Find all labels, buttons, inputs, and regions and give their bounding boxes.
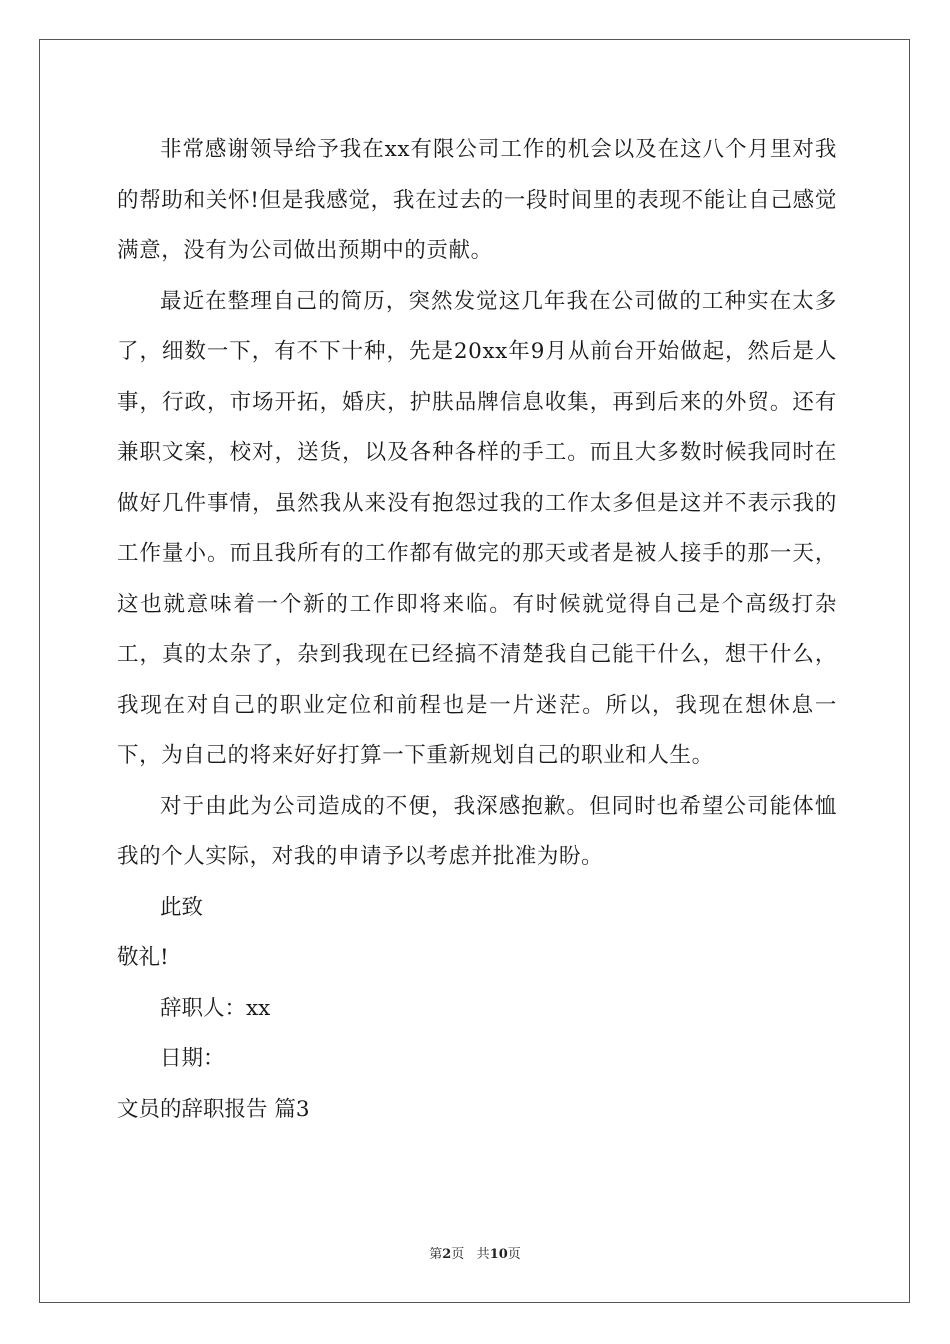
next-section-title: 文员的辞职报告 篇3 bbox=[117, 1096, 310, 1122]
paragraph-1: 非常感谢领导给予我在xx有限公司工作的机会以及在这八个月里对我的帮助和关怀!但是我感觉，我在过去的一段时间里的表现不能让自己感觉满意，没有为公司做出预期中的贡献。 bbox=[117, 137, 837, 263]
page-current: 2 bbox=[442, 1247, 452, 1262]
page-footer bbox=[0, 1245, 950, 1265]
paragraph-3: 对于由此为公司造成的不便，我深感抱歉。但同时也希望公司能体恤我的个人实际，对我的申请予以考虑并批准为盼。 bbox=[117, 793, 837, 869]
total-pages: 10 bbox=[489, 1247, 508, 1262]
date-label: 日期： bbox=[160, 1046, 225, 1071]
document-body bbox=[117, 125, 837, 1135]
signature: 辞职人：xx bbox=[160, 995, 271, 1021]
page-suffix: 页 bbox=[451, 1247, 465, 1262]
page-prefix: 第 bbox=[429, 1247, 443, 1262]
total-prefix: 共 bbox=[476, 1247, 490, 1262]
total-suffix: 页 bbox=[507, 1247, 521, 1262]
salute: 敬礼! bbox=[117, 945, 169, 970]
closing-phrase: 此致 bbox=[160, 894, 204, 920]
paragraph-2: 最近在整理自己的简历，突然发觉这几年我在公司做的工种实在太多了，细数一下，有不下十种，先是20xx年9月从前台开始做起，然后是人事，行政，市场开拓，婚庆，护肤品牌信息收集，再到后来的外贸。还有兼职文案，校对，送货，以及各种各样的手工。而且大多数时候我同时在做好几件事情，虽然我从来没有抱怨过我的工作太多但是这并不表示我的工作量小。而且我所有的工作都有做完的那天或者是被人接手的那一天，这也就意味着一个新的工作即将来临。有时候就觉得自己是个高级打杂工，真的太杂了，杂到我现在已经搞不清楚我自己能干什么，想干什么，我现在对自己的职业定位和前程也是一片迷茫。所以，我现在想休息一下，为自己的将来好好打算一下重新规划自己的职业和人生。 bbox=[117, 288, 837, 768]
